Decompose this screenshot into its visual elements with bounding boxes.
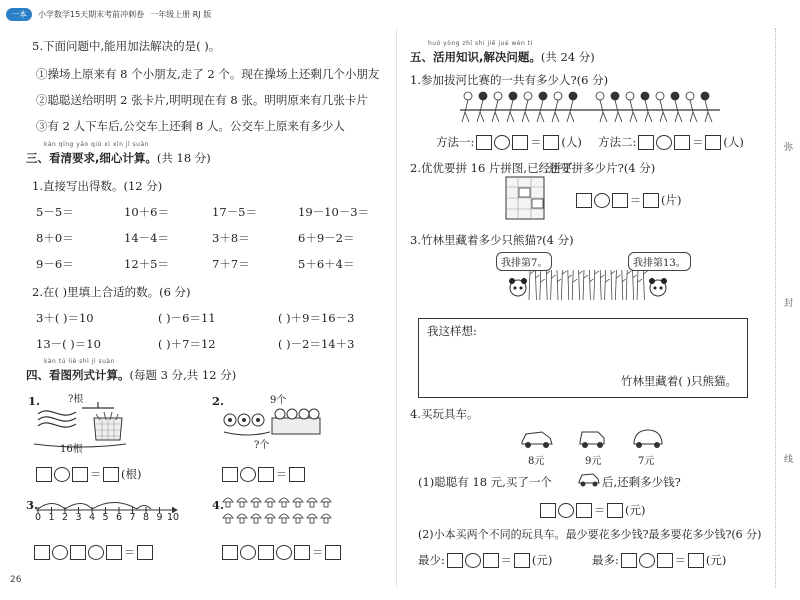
method1-label: 方法一: — [436, 135, 475, 149]
unit-label: (片) — [661, 193, 682, 207]
calc-item: 3＋8＝ — [212, 231, 250, 245]
operator-circle[interactable] — [54, 467, 70, 482]
bamboo-leaf — [530, 271, 534, 274]
calc-item: 7＋7＝ — [212, 257, 250, 271]
mushroom-icon — [237, 514, 247, 518]
operator-circle[interactable] — [494, 135, 510, 150]
bamboo-leaf — [546, 271, 550, 274]
unit-label: (人) — [561, 135, 582, 149]
answer-box[interactable] — [638, 135, 654, 150]
number-line-label: 6 — [115, 512, 123, 523]
mushroom-stem — [226, 502, 230, 507]
sec3-title: 三、看清要求,细心计算。 — [26, 151, 157, 165]
bamboo-stalk — [622, 270, 623, 300]
calc-item: 8＋0＝ — [36, 231, 74, 245]
sec3-score: (共 18 分) — [156, 151, 211, 165]
mushroom-icon — [265, 498, 275, 502]
unit-label: (元) — [705, 553, 727, 567]
operator-circle[interactable] — [240, 467, 256, 482]
number-line-labels — [34, 512, 184, 526]
bamboo-stalk — [572, 270, 573, 300]
answer-box[interactable] — [476, 135, 492, 150]
operator-circle[interactable] — [276, 545, 292, 560]
sec5-q1-title: 1.参加拔河比赛的一共有多少人?(6 分) — [410, 73, 609, 87]
number-line-label: 5 — [102, 512, 109, 523]
unit-label: (人) — [723, 135, 744, 149]
p1-bottom-label: 16根 — [60, 444, 83, 455]
sec5-score: (共 24 分) — [540, 50, 595, 64]
bamboo-stalk — [557, 270, 558, 300]
method2-label: 方法二: — [598, 135, 637, 149]
tug-of-war-picture — [460, 88, 720, 126]
answer-box[interactable] — [137, 545, 153, 560]
number-line-label: 1 — [48, 512, 55, 523]
operator-circle[interactable] — [465, 553, 481, 568]
child-body — [537, 100, 544, 122]
max-label: 最多: — [592, 553, 619, 567]
q1-method1: 方法一: ＝ (人) — [436, 135, 582, 149]
bamboo-leaf — [643, 271, 647, 274]
operator-circle[interactable] — [639, 553, 655, 568]
bamboo-stalk — [615, 270, 616, 300]
calc-item: 12＋5＝ — [124, 257, 169, 271]
bamboo-leaf — [600, 275, 604, 278]
jigsaw-picture — [505, 176, 545, 220]
child-body — [507, 100, 514, 122]
child-body — [675, 100, 682, 122]
p4-equation: ＝ — [222, 544, 341, 560]
mushroom-icon — [293, 514, 303, 518]
q5-option-3: ③有 2 人下车后,公交车上还剩 8 人。公交车上原来有多少人 — [36, 119, 345, 133]
p1-top-label: ?根 — [68, 394, 84, 405]
operator-circle[interactable] — [656, 135, 672, 150]
answer-box[interactable] — [643, 193, 659, 208]
p3-equation: ＝ — [34, 544, 153, 560]
bamboo-leaf — [568, 275, 572, 278]
child-icon — [539, 92, 547, 100]
thinking-label: 我这样想: — [427, 324, 477, 338]
number-line-label: 2 — [61, 512, 69, 523]
sticks-basket-picture — [30, 400, 150, 450]
bamboo-leaf — [535, 275, 539, 278]
car-price-2: 9元 — [585, 456, 602, 467]
q2-equation: ＝ (片) — [576, 192, 681, 208]
child-body — [690, 100, 697, 122]
mushroom-stem — [240, 518, 244, 523]
answer-box[interactable] — [576, 193, 592, 208]
sec5-q2-tail: ,还要拼多少片?(4 分) — [545, 161, 656, 175]
answer-box[interactable] — [483, 553, 499, 568]
seal-char-2: 封 — [784, 299, 794, 309]
grade-label: 一年级上册 RJ 版 — [150, 9, 212, 19]
fill-item[interactable]: ( )－6＝11 — [158, 311, 216, 325]
answer-box[interactable] — [294, 545, 310, 560]
mushroom-icon — [321, 498, 331, 502]
child-icon — [494, 92, 502, 100]
answer-box[interactable] — [512, 135, 528, 150]
seal-char-1: 弥 — [784, 143, 794, 153]
answer-box[interactable] — [222, 545, 238, 560]
column-divider — [396, 28, 397, 588]
p2-top-label: 9个 — [270, 395, 287, 406]
sec5-q4-title: 4.买玩具车。 — [410, 407, 479, 421]
page-header — [6, 6, 211, 22]
operator-circle[interactable] — [240, 545, 256, 560]
child-icon — [686, 92, 694, 100]
number-line-label: 9 — [156, 512, 163, 523]
balls-box-picture — [218, 402, 328, 438]
answer-box[interactable] — [674, 135, 690, 150]
bamboo-leaf — [579, 271, 583, 274]
sec3-q1-title: 1.直接写出得数。(12 分) — [32, 179, 163, 193]
mushroom-icon — [251, 514, 261, 518]
mushroom-stem — [296, 518, 300, 523]
mushroom-stem — [324, 518, 328, 523]
calc-item: 6＋9－2＝ — [298, 231, 355, 245]
bamboo-leaf — [541, 279, 545, 282]
panda-answer-line: 竹林里藏着( )只熊猫。 — [620, 374, 737, 388]
child-icon — [671, 92, 679, 100]
car-price-1: 8元 — [528, 456, 545, 467]
child-icon — [641, 92, 649, 100]
mushroom-stem — [282, 502, 286, 507]
child-body — [645, 100, 652, 122]
page-number: 26 — [10, 575, 22, 585]
bamboo-leaf — [633, 275, 637, 278]
answer-box[interactable] — [607, 503, 623, 518]
mushroom-stem — [240, 502, 244, 507]
mushroom-icon — [307, 498, 317, 502]
speech-bubble-1: 我排第7。 — [496, 252, 552, 271]
number-line-label: 7 — [129, 512, 136, 523]
bamboo-stalk — [637, 270, 638, 300]
q1-method2: 方法二: ＝ (人) — [598, 135, 744, 149]
mushroom-stem — [282, 518, 286, 523]
number-line-label: 0 — [34, 512, 42, 523]
mushroom-icon — [279, 498, 289, 502]
child-body — [522, 100, 529, 122]
sec3-q2-title: 2.在( )里填上合适的数。(6 分) — [32, 285, 191, 299]
child-body — [705, 100, 712, 122]
child-icon — [626, 92, 634, 100]
child-icon — [596, 92, 604, 100]
child-body — [477, 100, 484, 122]
calc-item: 17－5＝ — [212, 205, 257, 219]
child-icon — [569, 92, 577, 100]
book-title: 小学数学15天期末考前冲刺卷 — [38, 9, 145, 19]
child-icon — [701, 92, 709, 100]
child-body — [492, 100, 499, 122]
q4-max-equation: 最多: ＝ (元) — [592, 553, 727, 567]
speech-bubble-2: 我排第13。 — [628, 252, 691, 271]
q4-sub1-tail: 后,还剩多少钱? — [602, 475, 681, 489]
sec5-q3-title: 3.竹林里藏着多少只熊猫?(4 分) — [410, 233, 574, 247]
mushrooms-picture — [222, 494, 342, 530]
child-icon — [611, 92, 619, 100]
thinking-answer-box[interactable] — [418, 318, 748, 398]
sec4-heading — [26, 367, 236, 383]
bamboo-leaf — [606, 279, 610, 282]
answer-box[interactable] — [103, 467, 119, 482]
mushroom-stem — [268, 518, 272, 523]
answer-box[interactable] — [222, 467, 238, 482]
bamboo-leaf — [562, 271, 566, 274]
child-icon — [509, 92, 517, 100]
child-body — [567, 100, 574, 122]
q4-sub1-text: (1)聪聪有 18 元,买了一个 — [418, 475, 552, 489]
bamboo-stalk — [643, 270, 644, 300]
child-body — [660, 100, 667, 122]
number-line-label: 8 — [142, 512, 150, 523]
mushroom-stem — [310, 518, 314, 523]
mushroom-stem — [324, 502, 328, 507]
calc-item: 5＋6＋4＝ — [298, 257, 355, 271]
sec5-pinyin: huó yòng zhī shi jiě jué wèn tí — [428, 40, 533, 47]
mushroom-stem — [226, 518, 230, 523]
seal-line-strip — [775, 28, 799, 588]
bamboo-stalk — [605, 270, 606, 300]
answer-box[interactable] — [106, 545, 122, 560]
mushroom-icon — [223, 514, 233, 518]
mushroom-stem — [310, 502, 314, 507]
p1-number: 1. — [28, 394, 41, 408]
fill-item[interactable]: ( )＋9＝16－3 — [278, 311, 355, 325]
sec3-heading — [26, 150, 211, 166]
mushroom-icon — [223, 498, 233, 502]
answer-box[interactable] — [447, 553, 463, 568]
answer-box[interactable] — [70, 545, 86, 560]
brand-badge: 一本 — [6, 8, 32, 21]
calc-item: 14－4＝ — [124, 231, 169, 245]
mushroom-icon — [265, 514, 275, 518]
bamboo-stalk — [594, 270, 595, 300]
bamboo-stalk — [561, 270, 562, 300]
p1-equation: ＝ (根) — [36, 466, 141, 482]
answer-box[interactable] — [621, 553, 637, 568]
sec4-title: 四、看图列式计算。 — [26, 368, 130, 382]
bamboo-stalk — [579, 270, 580, 300]
fill-item[interactable]: ( )＋7＝12 — [158, 337, 216, 351]
bamboo-stalk — [600, 270, 601, 300]
operator-circle[interactable] — [88, 545, 104, 560]
child-icon — [524, 92, 532, 100]
bamboo-stalk — [589, 270, 590, 300]
p2-equation: ＝ — [222, 466, 305, 482]
q5-option-1: ①操场上原来有 8 个小朋友,走了 2 个。现在操场上还剩几个小朋友 — [36, 67, 380, 81]
number-line-label: 4 — [88, 512, 96, 523]
bamboo-stalk — [529, 270, 530, 300]
number-line-label: 3 — [75, 512, 82, 523]
mushroom-stem — [254, 518, 258, 523]
child-body — [630, 100, 637, 122]
bamboo-stalk — [551, 270, 552, 300]
q5-title: 5.下面问题中,能用加法解决的是( )。 — [32, 39, 221, 53]
bamboo-stalk — [540, 270, 541, 300]
answer-box[interactable] — [325, 545, 341, 560]
unit-label: (根) — [121, 467, 142, 481]
mushroom-stem — [268, 502, 272, 507]
bamboo-leaf — [552, 275, 556, 278]
answer-box[interactable] — [540, 503, 556, 518]
sec3-pinyin: kàn qīng yāo qiú xì xīn jì suàn — [44, 141, 149, 148]
p2-number: 2. — [212, 394, 225, 408]
mushroom-icon — [237, 498, 247, 502]
toy-car-icon — [577, 470, 601, 488]
child-icon — [464, 92, 472, 100]
operator-circle[interactable] — [558, 503, 574, 518]
fill-item[interactable]: ( )－2＝14＋3 — [278, 337, 355, 351]
answer-box[interactable] — [576, 503, 592, 518]
car-price-3: 7元 — [638, 456, 655, 467]
mushroom-stem — [254, 502, 258, 507]
child-body — [615, 100, 622, 122]
calc-item: 5－5＝ — [36, 205, 74, 219]
bamboo-stalk — [633, 270, 634, 300]
mushroom-icon — [307, 514, 317, 518]
child-body — [552, 100, 559, 122]
sec5-q2-title: 2.优优要拼 16 片拼图,已经拼了 — [410, 161, 574, 175]
sec4-pinyin: kàn tú liè shì jì suàn — [44, 358, 115, 365]
mushroom-stem — [296, 502, 300, 507]
answer-box[interactable] — [289, 467, 305, 482]
fill-item[interactable]: 3＋( )＝10 — [36, 311, 94, 325]
child-body — [600, 100, 607, 122]
child-icon — [479, 92, 487, 100]
bamboo-stalk — [611, 270, 612, 300]
answer-box[interactable] — [72, 467, 88, 482]
child-body — [462, 100, 469, 122]
answer-box[interactable] — [612, 193, 628, 208]
fill-item[interactable]: 13－( )＝10 — [36, 337, 101, 351]
unit-label: (元) — [531, 553, 553, 567]
bamboo-leaf — [627, 271, 631, 274]
bamboo-leaf — [616, 275, 620, 278]
seal-char-3: 线 — [784, 455, 794, 465]
operator-circle[interactable] — [594, 193, 610, 208]
answer-box[interactable] — [258, 467, 274, 482]
unit-label: (元) — [625, 503, 646, 517]
answer-box[interactable] — [657, 553, 673, 568]
answer-box[interactable] — [34, 545, 50, 560]
p4-number: 4. — [212, 498, 225, 512]
answer-box[interactable] — [36, 467, 52, 482]
bamboo-leaf — [638, 279, 642, 282]
answer-box[interactable] — [514, 553, 530, 568]
min-label: 最少: — [418, 553, 445, 567]
bamboo-stalk — [568, 270, 569, 300]
answer-box[interactable] — [543, 135, 559, 150]
answer-box[interactable] — [705, 135, 721, 150]
bamboo-leaf — [611, 271, 615, 274]
p2-bottom-label: ?个 — [254, 440, 270, 451]
sec5-title: 五、活用知识,解决问题。 — [410, 50, 541, 64]
bamboo-pandas-picture — [500, 266, 670, 302]
sec5-heading — [410, 49, 595, 65]
q4-sub2-text: (2)小本买两个不同的玩具车。最少要花多少钱?最多要花多少钱?(6 分) — [418, 528, 762, 541]
q5-option-2: ②聪聪送给明明 2 张卡片,明明现在有 8 张。明明原来有几张卡片 — [36, 93, 368, 107]
mushroom-icon — [321, 514, 331, 518]
q4-sub1-equation: ＝ (元) — [540, 502, 645, 518]
bamboo-stalk — [583, 270, 584, 300]
p3-number: 3. — [26, 498, 39, 512]
bamboo-stalk — [535, 270, 536, 300]
child-icon — [554, 92, 562, 100]
bamboo-stalk — [546, 270, 547, 300]
sec4-score: (每题 3 分,共 12 分) — [129, 368, 237, 382]
bamboo-leaf — [595, 271, 599, 274]
calc-item: 10＋6＝ — [124, 205, 169, 219]
bamboo-leaf — [584, 275, 588, 278]
calc-item: 19－10－3＝ — [298, 205, 370, 219]
mushroom-icon — [251, 498, 261, 502]
toy-cars-picture — [518, 424, 668, 452]
mushroom-icon — [293, 498, 303, 502]
answer-box[interactable] — [258, 545, 274, 560]
bamboo-leaf — [573, 279, 577, 282]
number-line-label: 10 — [166, 512, 180, 523]
q4-min-equation: 最少: ＝ (元) — [418, 553, 553, 567]
calc-item: 9－6＝ — [36, 257, 74, 271]
mushroom-icon — [279, 514, 289, 518]
bamboo-stalk — [626, 270, 627, 300]
answer-box[interactable] — [688, 553, 704, 568]
child-icon — [656, 92, 664, 100]
operator-circle[interactable] — [52, 545, 68, 560]
